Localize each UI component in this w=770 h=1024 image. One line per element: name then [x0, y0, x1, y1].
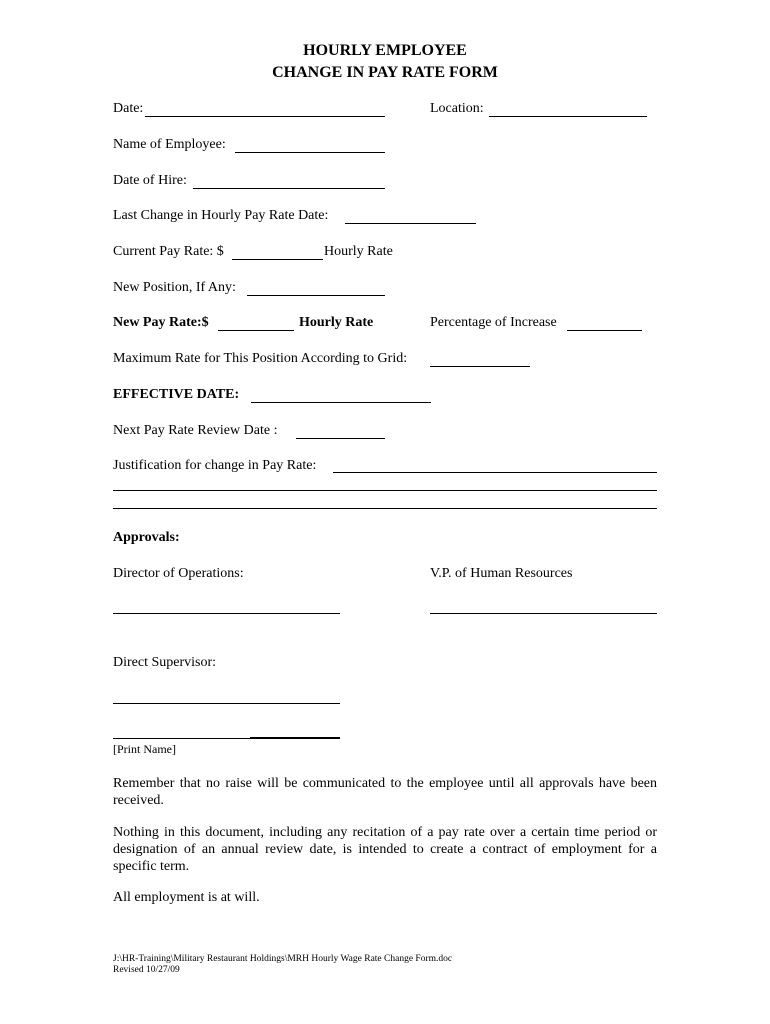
hire-date-label: Date of Hire:	[113, 173, 187, 188]
effective-date-label: EFFECTIVE DATE:	[113, 387, 240, 402]
location-field[interactable]	[489, 116, 647, 117]
print-name-caption: [Print Name]	[113, 742, 176, 756]
vp-hr-label: V.P. of Human Resources	[430, 566, 573, 581]
footer-file-path: J:\HR-Training\Military Restaurant Holdings\MRH Hourly Wage Rate Change Form.doc	[113, 954, 453, 964]
direct-supervisor-label: Direct Supervisor:	[113, 655, 217, 670]
percent-increase-field[interactable]	[567, 330, 642, 331]
max-rate-label: Maximum Rate for This Position According to Grid:	[113, 351, 408, 366]
print-name-line-accent	[250, 737, 340, 738]
date-label: Date:	[113, 101, 144, 116]
note-at-will: All employment is at will.	[113, 890, 260, 905]
current-rate-label: Current Pay Rate: $	[113, 244, 224, 259]
print-name-line[interactable]	[113, 738, 340, 739]
last-change-label: Last Change in Hourly Pay Rate Date:	[113, 208, 329, 223]
location-label: Location:	[430, 101, 484, 116]
justification-field-3[interactable]	[113, 508, 657, 509]
form-title-line2: CHANGE IN PAY RATE FORM	[272, 64, 498, 81]
last-change-field[interactable]	[345, 223, 476, 224]
note-no-contract: Nothing in this document, including any recitation of a pay rate over a certain time period or designation of an annual review date, is intended to create a contract of employment for a specific term.	[113, 825, 657, 874]
employee-name-field[interactable]	[235, 152, 385, 153]
current-rate-field[interactable]	[232, 259, 323, 260]
new-rate-suffix: Hourly Rate	[299, 315, 374, 330]
next-review-label: Next Pay Rate Review Date :	[113, 423, 278, 438]
new-position-label: New Position, If Any:	[113, 280, 236, 295]
new-rate-field[interactable]	[218, 330, 294, 331]
justification-field-2[interactable]	[113, 490, 657, 491]
direct-supervisor-signature-line[interactable]	[113, 703, 340, 704]
justification-label: Justification for change in Pay Rate:	[113, 458, 317, 473]
form-title-line1: HOURLY EMPLOYEE	[303, 42, 467, 59]
director-ops-signature-line[interactable]	[113, 613, 340, 614]
director-ops-label: Director of Operations:	[113, 566, 244, 581]
percent-increase-label: Percentage of Increase	[430, 315, 557, 330]
hire-date-field[interactable]	[193, 188, 385, 189]
vp-hr-signature-line[interactable]	[430, 613, 657, 614]
new-position-field[interactable]	[247, 295, 385, 296]
note-approvals: Remember that no raise will be communicated to the employee until all approvals have been received.	[113, 776, 657, 808]
date-field[interactable]	[145, 116, 385, 117]
footer-revised-date: Revised 10/27/09	[113, 965, 180, 975]
next-review-field[interactable]	[296, 438, 385, 439]
effective-date-field[interactable]	[251, 402, 431, 403]
justification-field-1[interactable]	[333, 472, 657, 473]
new-rate-label: New Pay Rate:$	[113, 315, 209, 330]
employee-name-label: Name of Employee:	[113, 137, 226, 152]
current-rate-suffix: Hourly Rate	[324, 244, 393, 259]
approvals-heading: Approvals:	[113, 530, 180, 545]
max-rate-field[interactable]	[430, 366, 530, 367]
